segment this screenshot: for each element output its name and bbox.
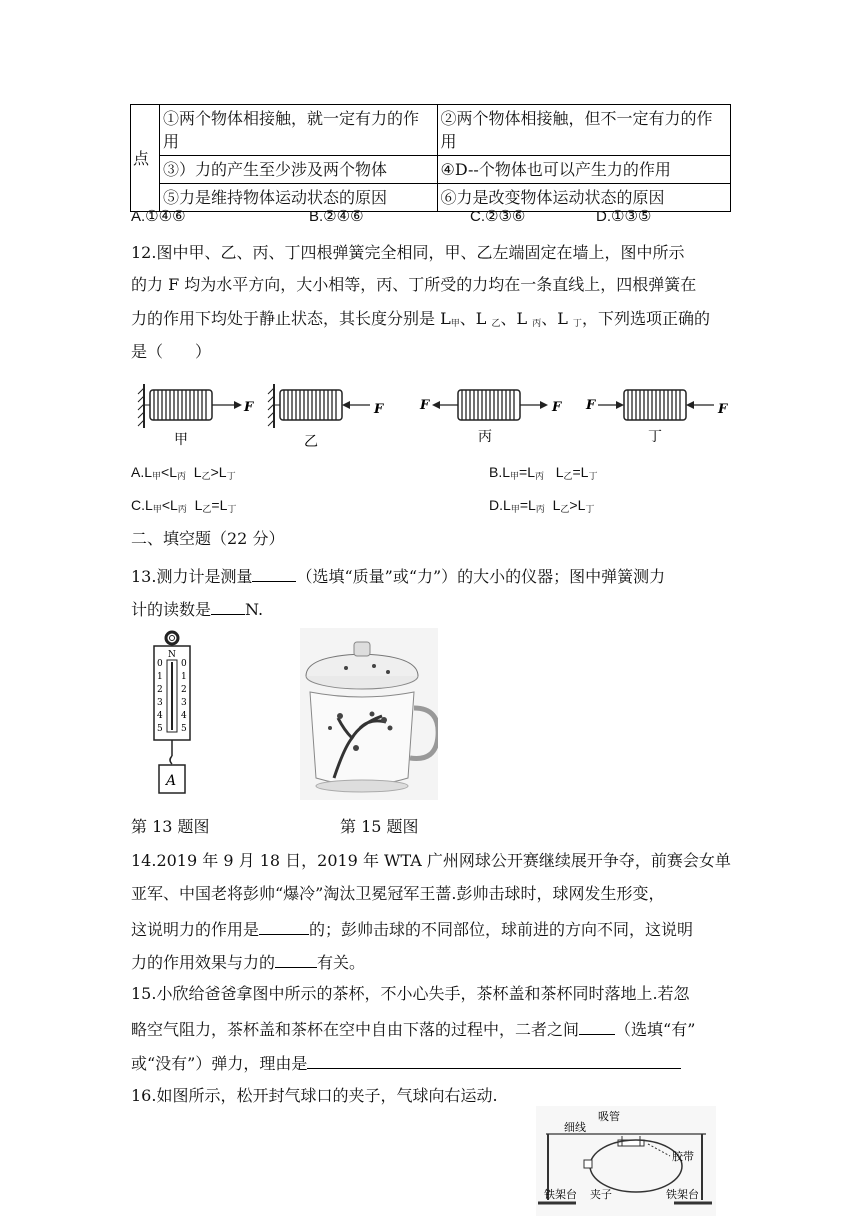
q12-stem-line: 力的作用下均处于静止状态，其长度分别是 $L_甲$、L $_乙$、L $_丙$、L $_丁$，下列选项正确的 xyxy=(131,309,710,329)
q14-line: 亚军、中国老将彭帅“爆冷”淘汰卫冕冠军王蔷.彭帅击球时，球网发生形变， xyxy=(131,884,665,903)
balloon-figure xyxy=(536,1106,716,1216)
q11-option-d: D.①③⑤ xyxy=(596,208,652,225)
figure-label-jia: 甲 xyxy=(174,432,188,448)
table-cell: ①两个物体相接触，就一定有力的作用 xyxy=(160,105,438,156)
svg-text:1: 1 xyxy=(181,672,187,682)
force-label: F xyxy=(552,400,562,415)
q15-line: 或“没有”）弹力，理由是 xyxy=(131,1051,681,1074)
q16-line: 16.如图所示，松开封气球口的夹子，气球向右运动. xyxy=(131,1086,498,1105)
table-row-label: 点 xyxy=(131,105,160,212)
spring-ding xyxy=(585,390,728,420)
q12-option-a: $A.L_甲<L_丙$ $L_乙>L_丁$ xyxy=(131,464,236,481)
spring-scale-figure xyxy=(140,628,200,800)
svg-text:5: 5 xyxy=(157,724,163,734)
q15-line: 略空气阻力，茶杯盖和茶杯在空中自由下落的过程中，二者之间 （选填“有” xyxy=(131,1017,695,1040)
teacup-figure xyxy=(300,628,438,800)
figure-label-ding: 丁 xyxy=(648,429,662,445)
label-stand-right: 铁架台 xyxy=(666,1188,699,1201)
q12-option-d: $D.L_甲=L_丙$ $L_乙>L_丁$ xyxy=(489,497,595,514)
table-cell: ③）力的产生至少涉及两个物体 xyxy=(160,156,438,184)
svg-text:1: 1 xyxy=(157,672,163,682)
svg-text:4: 4 xyxy=(181,711,187,721)
svg-text:3: 3 xyxy=(181,698,187,708)
q12-stem-line: 12.图中甲、乙、丙、丁四根弹簧完全相同，甲、乙左端固定在墙上，图中所示 xyxy=(131,243,685,262)
q12-stem-line: 的力 F 均为水平方向，大小相等，丙、丁所受的力均在一条直线上，四根弹簧在 xyxy=(131,275,697,294)
q15-line: 15.小欣给爸爸拿图中所示的茶杯，不小心失手，茶杯盖和茶杯同时落地上.若忽 xyxy=(131,984,690,1003)
force-label: F xyxy=(586,398,596,413)
q14-line: 14.2019 年 9 月 18 日，2019 年 WTA 广州网球公开赛继续展开争夺，前赛会女单 xyxy=(131,851,731,870)
spring-jia xyxy=(138,384,254,428)
table-cell: ⑤力是维持物体运动状态的原因 xyxy=(160,184,438,212)
q13-line-2: 计的读数是 N. xyxy=(131,597,263,620)
figure-label-yi: 乙 xyxy=(304,434,318,450)
q13-line-1: 13.测力计是测量 （选填“质量”或“力”）的大小的仪器；图中弹簧测力 xyxy=(131,564,665,587)
label-stand-left: 铁架台 xyxy=(544,1188,577,1201)
force-label: F xyxy=(420,398,430,413)
svg-text:3: 3 xyxy=(157,698,163,708)
q14-line: 这说明力的作用是 的；彭帅击球的不同部位，球前进的方向不同，这说明 xyxy=(131,917,693,940)
table-cell: ④D--个物体也可以产生力的作用 xyxy=(437,156,730,184)
label-clip: 夹子 xyxy=(590,1188,612,1201)
svg-text:2: 2 xyxy=(157,685,163,695)
svg-text:5: 5 xyxy=(181,724,187,734)
table-cell: ⑥力是改变物体运动状态的原因 xyxy=(437,184,730,212)
q11-table xyxy=(130,104,731,212)
force-label: F xyxy=(374,402,384,417)
q11-option-b: B.②④⑥ xyxy=(309,208,364,225)
q11-option-a: A.①④⑥ xyxy=(131,208,186,225)
weight-letter: A xyxy=(166,773,177,789)
scale-top-letter: N xyxy=(168,650,176,660)
spring-bing xyxy=(419,390,562,420)
svg-text:2: 2 xyxy=(181,685,187,695)
q12-springs-figure xyxy=(130,378,730,450)
q12-option-c: $C.L_甲<L_丙$ $L_乙=L_丁$ xyxy=(131,497,237,514)
q12-stem-line: 是（ ） xyxy=(131,342,212,361)
table-cell: ②两个物体相接触，但不一定有力的作用 xyxy=(437,105,730,156)
section-heading: 二、填空题（22 分） xyxy=(131,529,285,548)
spring-yi xyxy=(268,384,384,428)
label-thread: 细线 xyxy=(564,1121,586,1134)
label-tape: 胶带 xyxy=(672,1150,694,1163)
label-straw: 吸管 xyxy=(598,1110,620,1123)
force-label: F xyxy=(244,400,254,415)
q12-option-b: $B.L_甲=L_丙$ $L_乙=L_丁$ xyxy=(489,464,598,481)
q14-line: 力的作用效果与力的 有关。 xyxy=(131,950,365,973)
fig15-caption: 第 15 题图 xyxy=(340,817,419,836)
q11-option-c: C.②③⑥ xyxy=(470,208,526,225)
force-label: F xyxy=(718,402,728,417)
figure-label-bing: 丙 xyxy=(478,429,492,445)
fig13-caption: 第 13 题图 xyxy=(131,817,210,836)
svg-text:0: 0 xyxy=(181,659,187,669)
svg-text:4: 4 xyxy=(157,711,163,721)
svg-text:0: 0 xyxy=(157,659,163,669)
